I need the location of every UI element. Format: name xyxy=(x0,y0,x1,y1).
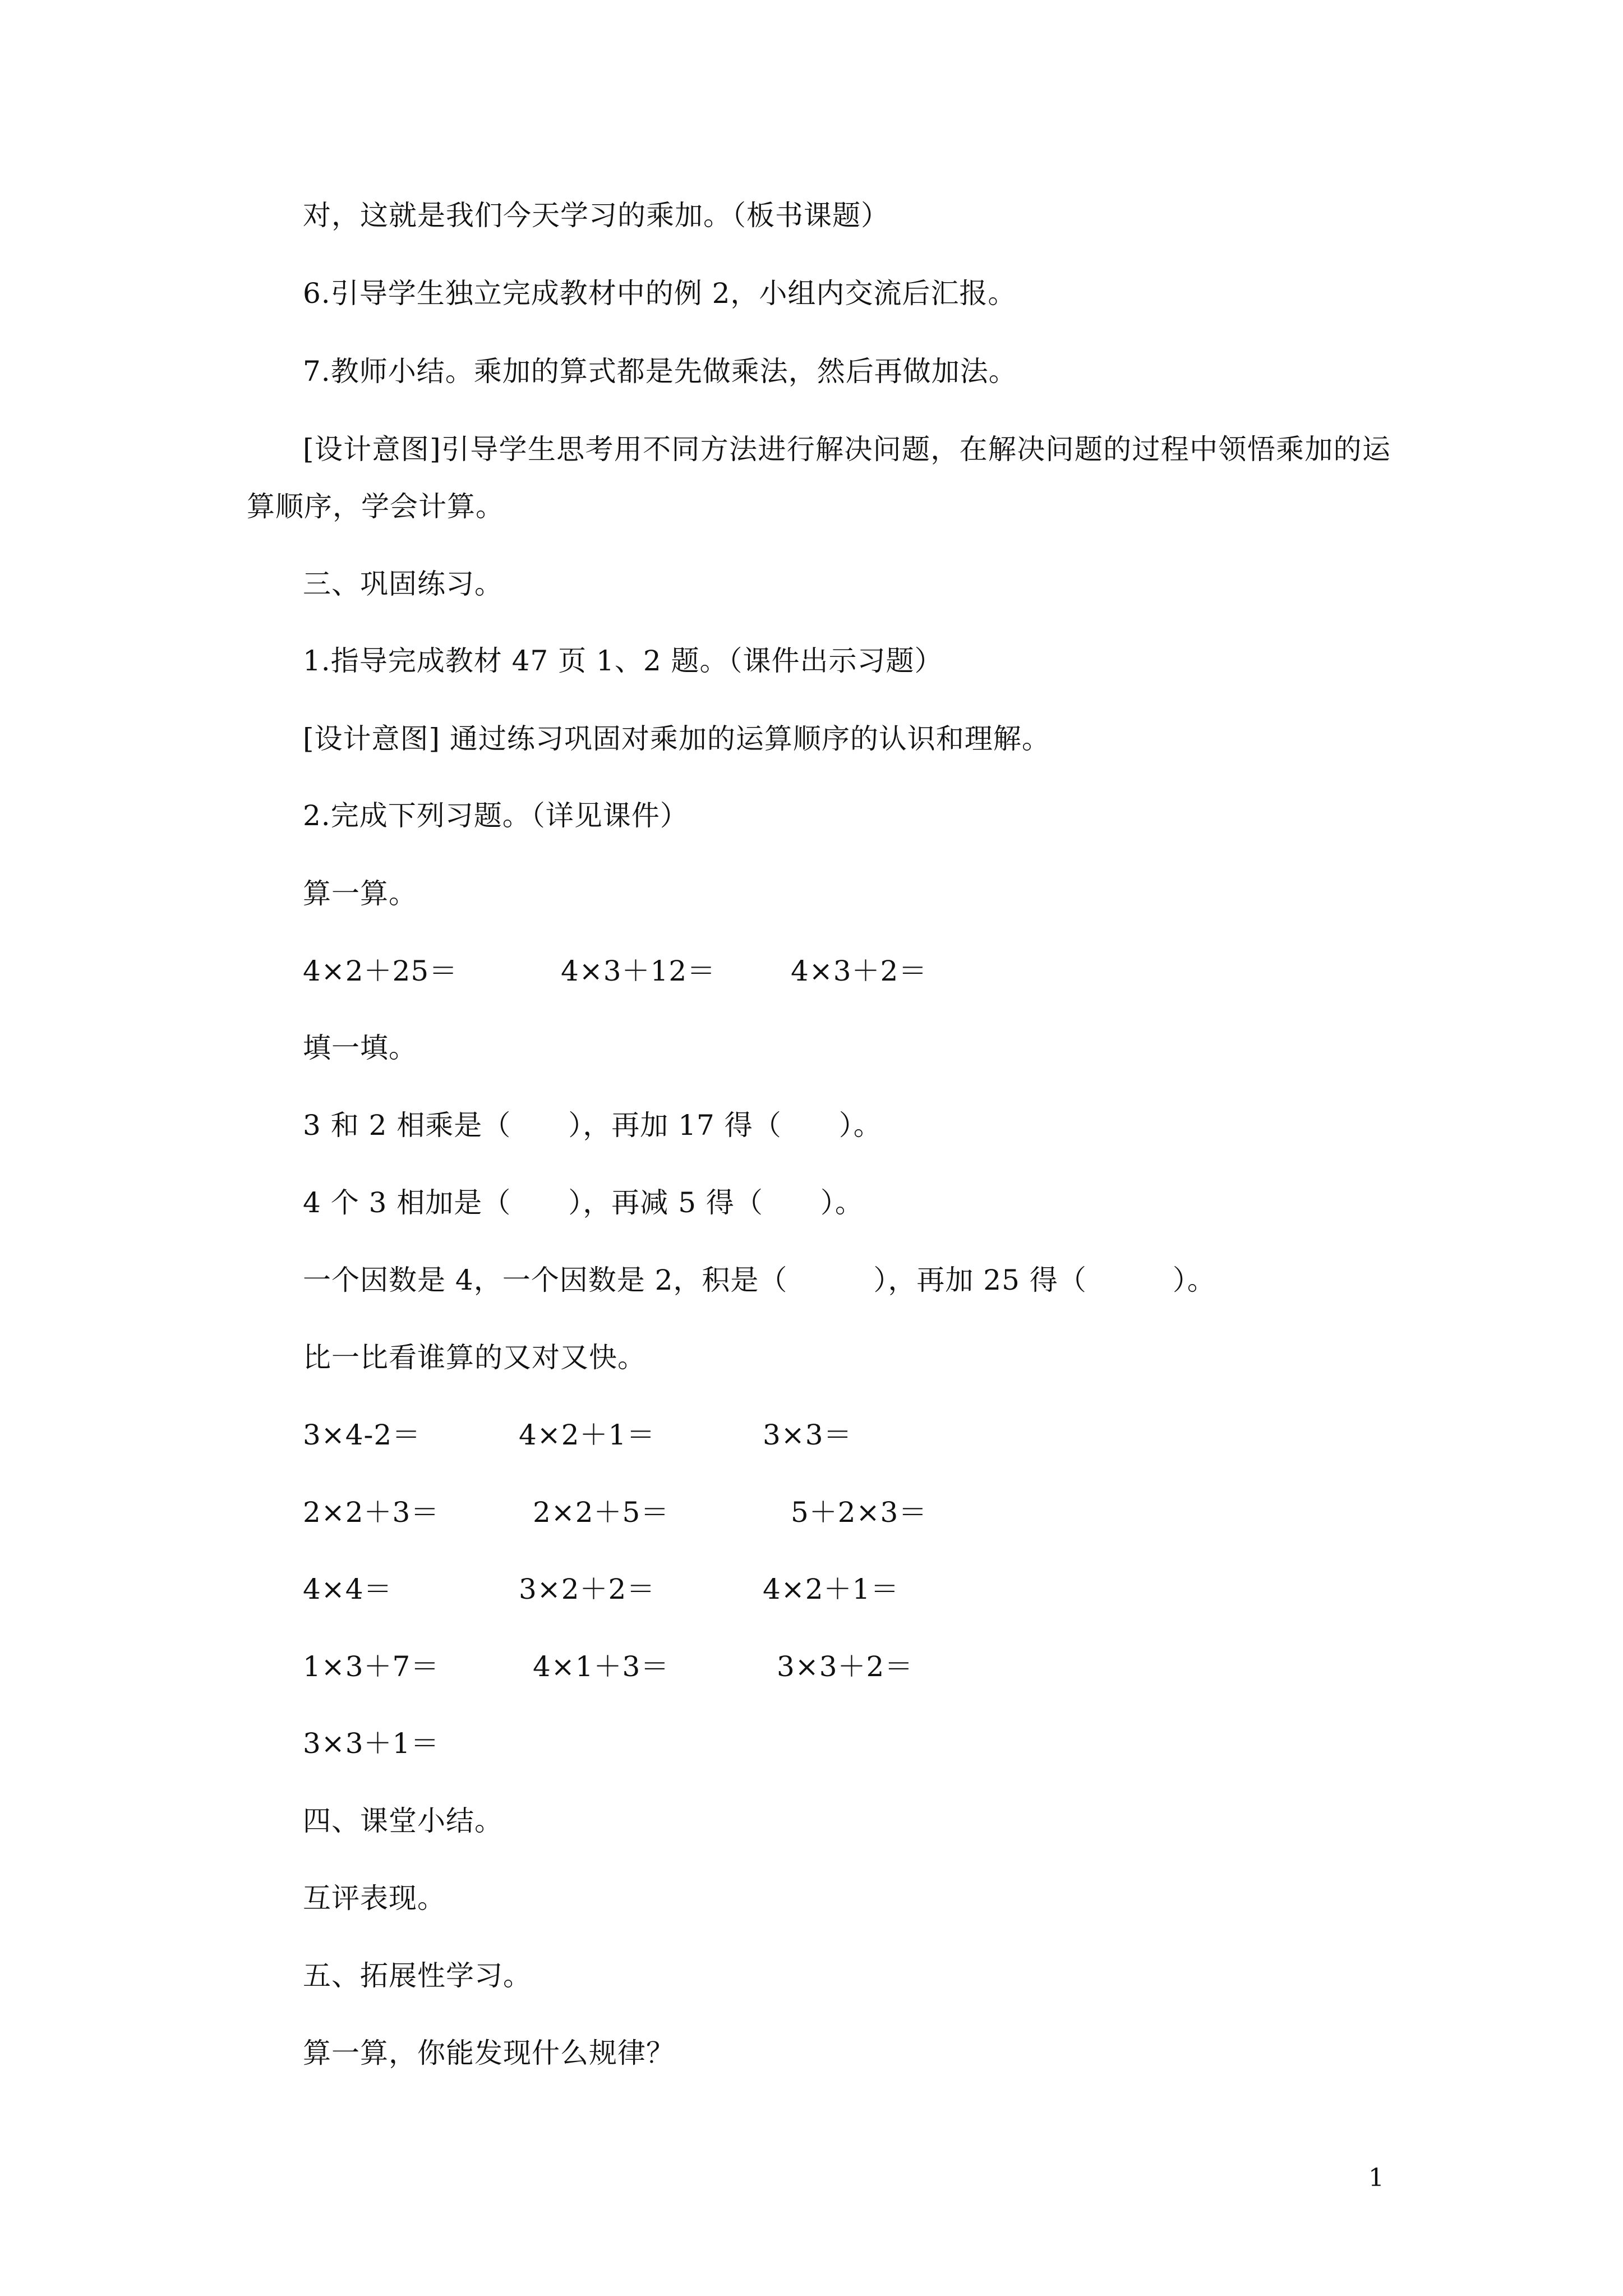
section-heading: 四、课堂小结。 xyxy=(303,1805,503,1837)
section-heading: 三、巩固练习。 xyxy=(303,568,503,600)
expression: 3×3＋2＝ xyxy=(777,1650,914,1683)
section-heading: 五、拓展性学习。 xyxy=(303,1959,532,1992)
paragraph: 6.引导学生独立完成教材中的例 2，小组内交流后汇报。 xyxy=(303,277,1017,310)
paragraph: [设计意图]引导学生思考用不同方法进行解决问题，在解决问题的过程中领悟乘加的运 xyxy=(303,433,1391,466)
expression: 1×3＋7＝ xyxy=(303,1650,440,1683)
expression: 4×2＋1＝ xyxy=(763,1573,900,1605)
paragraph: 对，这就是我们今天学习的乘加。（板书课题） xyxy=(303,199,889,232)
expression: 4×2＋25＝ xyxy=(303,955,458,987)
expression: 4×4＝ xyxy=(303,1573,393,1605)
expression: 2×2＋5＝ xyxy=(533,1496,670,1529)
paragraph: 3 和 2 相乘是（ ），再加 17 得（ ）。 xyxy=(303,1109,882,1142)
paragraph: 互评表现。 xyxy=(303,1882,446,1915)
expression: 5＋2×3＝ xyxy=(791,1496,928,1529)
expression: 4×3＋2＝ xyxy=(791,955,928,987)
expression: 3×4-2＝ xyxy=(303,1419,421,1451)
paragraph-continuation: 算顺序，学会计算。 xyxy=(247,490,504,523)
paragraph: 4 个 3 相加是（ ），再减 5 得（ ）。 xyxy=(303,1186,864,1219)
expression: 3×3＝ xyxy=(763,1419,852,1451)
paragraph: 算一算，你能发现什么规律？ xyxy=(303,2037,675,2069)
expression: 4×2＋1＝ xyxy=(519,1419,656,1451)
expression: 4×1＋3＝ xyxy=(533,1650,670,1683)
paragraph: 1.指导完成教材 47 页 1、2 题。（课件出示习题） xyxy=(303,645,943,677)
expression: 4×3＋12＝ xyxy=(561,955,716,987)
page-number: 1 xyxy=(1368,2164,1384,2192)
paragraph: 7.教师小结。乘加的算式都是先做乘法，然后再做加法。 xyxy=(303,355,1017,388)
paragraph: 2.完成下列习题。（详见课件） xyxy=(303,799,689,832)
paragraph: 算一算。 xyxy=(303,877,417,910)
expression: 3×2＋2＝ xyxy=(519,1573,656,1605)
paragraph: 比一比看谁算的又对又快。 xyxy=(303,1341,646,1374)
expression: 2×2＋3＝ xyxy=(303,1496,440,1529)
paragraph: 填一填。 xyxy=(303,1032,417,1064)
paragraph: 一个因数是 4，一个因数是 2，积是（ ），再加 25 得（ ）。 xyxy=(303,1264,1216,1296)
paragraph: [设计意图] 通过练习巩固对乘加的运算顺序的认识和理解。 xyxy=(303,723,1050,755)
expression: 3×3＋1＝ xyxy=(303,1727,440,1760)
